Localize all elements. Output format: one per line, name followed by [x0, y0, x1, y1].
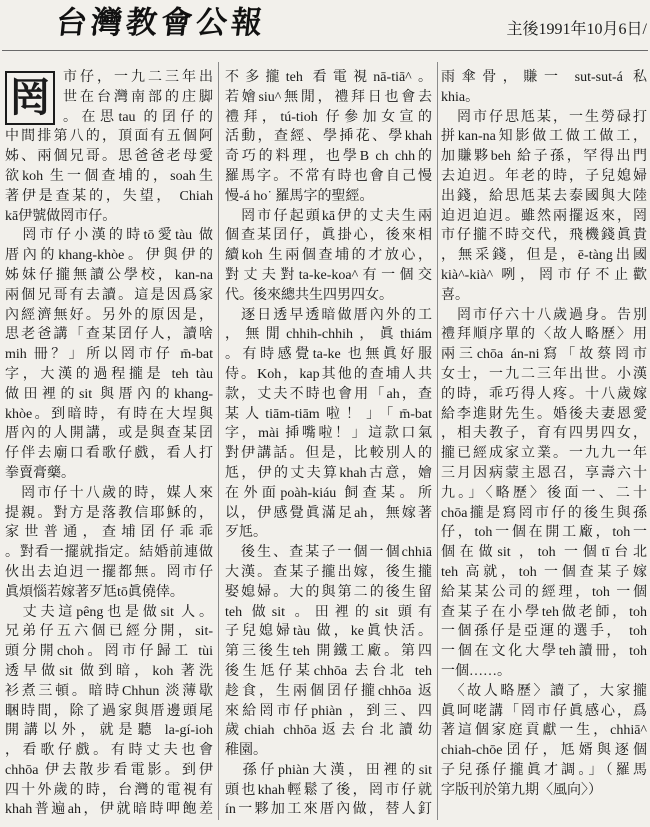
column-rule: [437, 62, 438, 820]
text-line: 。有時感覺ta-ke 也無眞好服: [225, 347, 432, 363]
text-line: 第三後生teh 開鐵工廠。第四: [225, 644, 432, 660]
text-line: 在外面poàh-kiáu 飼查某。所: [225, 485, 432, 501]
text-line: 活動，查經、學揷花、學khah: [225, 129, 432, 145]
paragraph: [441, 68, 647, 108]
text-line: 〈故人略歷〉讀了，大家攏: [441, 683, 647, 699]
paragraph: [225, 68, 432, 207]
text-line: chōa攏是寫罔市仔的後生與孫: [441, 505, 647, 521]
article-column-3: [441, 68, 647, 823]
text-line: 著伊是查某的，失望， Chiah: [5, 188, 213, 204]
text-line: ，看歌仔戲。有時丈夫也會: [5, 743, 213, 759]
text-line: 思老爸講「查某囝仔人，讀啥: [5, 327, 213, 343]
text-line: 厝內的人開講，或是與查某囝: [5, 426, 213, 442]
text-line: 去迫迌。年老的時，子兒媳婦: [441, 168, 647, 184]
text-line: 內經濟無好。另外的原因是，: [5, 307, 213, 323]
text-line: 的時，乖巧得人疼。十八歲嫁: [441, 386, 647, 402]
text-line: 以，伊感覺眞滿足ah，無嫁著: [225, 505, 432, 521]
text-line: 奇巧的料理，也學B ch chh的: [225, 149, 432, 165]
text-line: 一個孫仔是亞運的選手， toh: [441, 624, 647, 640]
text-line: 喜。: [441, 287, 469, 303]
text-line: 罔市仔小漢的時tō愛tàu 做: [5, 228, 213, 244]
paragraph: [5, 484, 213, 603]
text-line: khah普遍ah，伊就暗時呷飽差: [5, 802, 213, 818]
text-line: 做田裡的sit 與厝內的khang-: [5, 386, 213, 402]
text-line: khòe。到暗時，有時在大埕與: [5, 406, 213, 422]
drop-cap: 罔: [5, 71, 55, 125]
text-line: 後生、查某子一個一個chhiā: [225, 545, 432, 561]
text-line: 個查某囝仔，眞掛心，後來相: [225, 228, 432, 244]
text-line: 給李進財先生。婚後夫妻恩愛: [441, 406, 647, 422]
text-line: 四十外歲的時，台灣的電視有: [5, 782, 213, 798]
text-line: 兄弟仔五六個已經分開，sit-: [5, 624, 213, 640]
text-line: 中間排第八的，頂面有五個阿: [5, 129, 213, 145]
article-column-1: [5, 68, 213, 823]
text-line: 。對看一擺就指定。結婚前連做: [5, 545, 213, 561]
text-line: 女士，一九二三年出世。小漢: [441, 366, 647, 382]
paragraph: [225, 761, 432, 820]
text-line: 罔市仔起頭kā伊的丈夫生兩: [225, 208, 432, 224]
text-line: 雨傘骨，賺一 sut-sut-á 私: [441, 70, 647, 85]
text-line: 一個……。: [441, 663, 511, 679]
text-line: khia。: [441, 89, 480, 105]
issue-date: 主後1991年10月6日/: [506, 21, 647, 38]
paragraph: [441, 108, 647, 306]
text-line: 攏已經成家立業。一九九一年: [441, 446, 647, 462]
paragraph: [225, 207, 432, 306]
text-line: 若嬒siu^無閒，禮拜日也會去: [225, 89, 432, 105]
text-line: 頭分開choh。罔市仔歸工 tùi: [5, 644, 213, 660]
text-line: 一個在文化大學teh讀冊，toh: [441, 644, 647, 660]
text-line: 娶媳婦。大的與第二的後生留: [225, 584, 432, 600]
text-line: 代。後來總共生四男四女。: [225, 287, 393, 303]
text-line: ，無閒chhih-chhih，眞thiám: [225, 327, 432, 343]
text-line: 厝內的khang-khòe。伊與伊的: [5, 248, 213, 264]
text-line: 續koh 生兩個查埔的才放心，: [225, 248, 432, 264]
text-line: 稚園。: [225, 743, 267, 759]
text-line: 尪，伊的丈夫算khah古意，嬒: [225, 465, 432, 481]
text-line: 拳賣膏藥。: [5, 465, 75, 481]
text-line: 款，丈夫不時也會用「ah，查: [225, 386, 432, 402]
text-line: kā伊號做罔市仔。: [5, 208, 117, 224]
text-line: 後生尪仔某chhōa 去台北 teh: [225, 663, 432, 679]
text-line: 欲koh 生一個查埔的，soah生: [5, 168, 213, 184]
text-line: teh 高就，toh 一個查某子嫁: [441, 564, 647, 580]
paragraph: [5, 226, 213, 483]
text-line: teh 做sit 。田裡的sit 頭有: [225, 604, 432, 620]
text-line: 市仔，一九二三年出: [63, 70, 213, 85]
text-line: ，相夫教子，育有四男四女，: [441, 426, 647, 442]
text-line: 加賺夥beh 給子孫，罕得出門: [441, 149, 647, 165]
text-line: 侍。Koh，kap其他的查埔人共: [225, 366, 432, 382]
text-line: 伙出去迫迌一擺都無。罔市仔: [5, 564, 213, 580]
text-line: 孫仔phiàn大漢，田裡的sit: [225, 762, 432, 778]
text-line: 九。」〈略歷〉後面一、二十: [441, 485, 647, 501]
text-line: 市仔攏不時交代，飛機錢眞貴: [441, 228, 647, 244]
paragraph: [225, 306, 432, 544]
text-line: 仔，toh一個在開工廠，toh一: [441, 525, 647, 541]
text-line: 趁食，生兩個囝仔攏chhōa 返: [225, 683, 432, 699]
text-line: 對伊講話。但是，比較別人的: [225, 446, 432, 462]
text-line: 頭也khah輕鬆了後，罔市仔就: [225, 782, 432, 798]
text-line: 個在做sit ，toh 一個tī台北: [441, 545, 647, 561]
text-line: 迫迌迫迌。雖然兩擺返來，罔: [441, 208, 647, 224]
text-line: chiah-chōe囝仔，尪婿與逐個: [441, 743, 647, 759]
text-line: 出錢，給思尪某去泰國與大陸: [441, 188, 647, 204]
text-line: 。在思tau 的囝仔的: [63, 109, 213, 125]
text-line: 提親。對方是落教信耶穌的，: [5, 505, 213, 521]
text-line: 大漢。查某子攏出嫁，後生攏: [225, 564, 432, 580]
text-line: 不多攏teh 看電視nā-tiā^。: [225, 70, 432, 85]
text-line: 字，大漢的過程攏是 teh tàu: [5, 366, 213, 382]
text-line: 字，mài 揷嘴啦！」這款口氣: [225, 426, 432, 442]
text-line: 兩個兄哥有去讀。這是因爲家: [5, 287, 213, 303]
text-line: 子兒媳婦tàu 做，ke眞快活。: [225, 624, 432, 640]
text-line: ，無采錢，但是，ē-tàng出國: [441, 248, 647, 264]
text-line: 某人tiām-tiām啦！」「m̄-bat: [225, 406, 432, 422]
text-line: 衫煮三頓。暗時Chhun 淡薄歇: [5, 683, 213, 699]
text-line: 歹尪。: [225, 525, 267, 541]
text-line: 羅馬字。不常有時也會自己慢: [225, 168, 432, 184]
text-line: ín一夥加工來厝內做，替人釘: [225, 802, 432, 818]
text-line: 對丈夫對ta-ke-koa^有一個交: [225, 267, 432, 283]
paragraph: [5, 68, 213, 226]
masthead: [0, 0, 650, 50]
text-line: 兩三chōa án-ni寫「故蔡罔市: [441, 347, 647, 363]
text-line: 歲chiah chhōa返去台北讀幼: [225, 723, 432, 739]
text-line: 開講以外，就是聽 la-gí-ioh: [5, 723, 213, 739]
text-line: 著這個家庭貢獻一生，chhiā^: [441, 723, 647, 739]
text-line: 眞呵咾講「罔市仔眞感心，爲: [441, 703, 647, 719]
text-line: 查某子在小學teh做老師，toh: [441, 604, 647, 620]
text-line: 仔伴去廟口看歌仔戲，看人打: [5, 446, 213, 462]
column-rule: [218, 62, 219, 820]
text-line: 逐日透早透暗做厝內外的工: [225, 307, 432, 323]
text-line: 罔市仔六十八歲過身。告別: [441, 307, 647, 323]
text-line: 罔市仔十八歲的時，媒人來: [5, 485, 213, 501]
newspaper-title: 台灣教會公報: [54, 5, 268, 40]
paragraph: [5, 603, 213, 821]
text-line: 丈夫這pêng也是做sit 人。: [5, 604, 213, 620]
paragraph: [441, 306, 647, 682]
paragraph: [441, 682, 647, 801]
text-line: 透早做sit 做到暗，koh 著洗: [5, 663, 213, 679]
text-line: 禮拜順序單的〈故人略歷〉用: [441, 327, 647, 343]
text-line: 姊妹仔攏無讀公學校，kan-na: [5, 267, 213, 283]
text-line: 姊、兩個兄哥。思爸爸老母愛: [5, 149, 213, 165]
text-line: kià^-kià^ 咧，罔市仔不止歡: [441, 267, 647, 283]
text-line: 字版刊於第九期〈風向〉）: [441, 782, 602, 798]
text-line: 來給罔市仔phiàn ，到三、四: [225, 703, 432, 719]
text-line: 三月因病蒙主恩召，享壽六十: [441, 465, 647, 481]
text-line: 子兒孫仔攏眞才調。」（羅馬: [441, 762, 647, 778]
text-line: 禮拜，tú-tioh 仔參加女宣的: [225, 109, 432, 125]
paragraph: [225, 543, 432, 761]
text-line: 睏時間，除了過家與厝邊頭尾: [5, 703, 213, 719]
article-column-2: [225, 68, 432, 823]
text-line: mih 冊？」所以罔市仔 m̄-bat: [5, 347, 213, 363]
text-line: 眞煩惱若嫁著歹尪tō眞僥倖。: [5, 584, 184, 600]
header-rule: [2, 50, 648, 51]
text-line: 慢-á ho˙ 羅馬字的聖經。: [225, 188, 374, 204]
text-line: chhōa 伊去散步看電影。到伊: [5, 762, 213, 778]
text-line: 家世普通，查埔囝仔乖乖: [5, 525, 213, 541]
text-line: 拼kan-na知影做工做工做工，: [441, 129, 647, 145]
text-line: 罔市仔思尪某，一生勞碌打: [441, 109, 647, 125]
text-line: 給某某公司的經理，toh 一個: [441, 584, 647, 600]
text-line: 世在台灣南部的庄脚: [63, 89, 213, 105]
